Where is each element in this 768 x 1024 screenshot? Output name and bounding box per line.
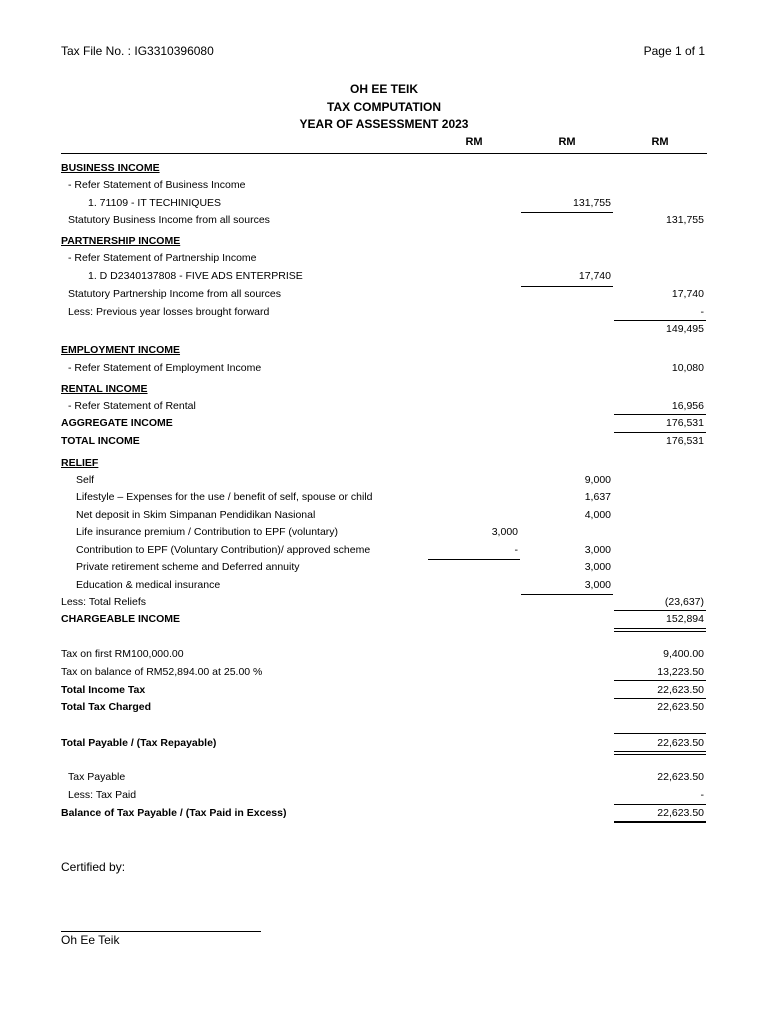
signatory-name: Oh Ee Teik bbox=[61, 933, 120, 947]
partnership-losses-value: - bbox=[700, 306, 704, 318]
document-title: TAX COMPUTATION bbox=[327, 100, 441, 114]
balance-rule bbox=[614, 821, 706, 823]
partnership-subtotal: 149,495 bbox=[666, 323, 704, 335]
rental-value: 16,956 bbox=[671, 400, 704, 412]
total-tax-charged-value: 22,623.50 bbox=[657, 701, 704, 713]
partnership-refer: - Refer Statement of Partnership Income bbox=[68, 252, 257, 264]
column-header-2: RM bbox=[558, 136, 576, 148]
partnership-statutory-value: 17,740 bbox=[671, 288, 704, 300]
tax-paid-rule bbox=[614, 804, 706, 805]
relief-medical-value: 3,000 bbox=[584, 579, 611, 591]
payable-double-rule-1 bbox=[614, 751, 706, 752]
column-header-3: RM bbox=[651, 136, 669, 148]
relief-sspn-value: 4,000 bbox=[584, 509, 611, 521]
chargeable-income-label: CHARGEABLE INCOME bbox=[61, 613, 181, 625]
tax-payable-value: 22,623.50 bbox=[657, 771, 704, 783]
partnership-losses: Less: Previous year losses brought forward bbox=[68, 306, 270, 318]
payable-double-rule-2 bbox=[614, 754, 706, 755]
column-header-1: RM bbox=[465, 136, 483, 148]
assessment-year: YEAR OF ASSESSMENT 2023 bbox=[299, 117, 469, 131]
employment-refer: - Refer Statement of Employment Income bbox=[68, 362, 262, 374]
total-payable-label: Total Payable / (Tax Repayable) bbox=[61, 737, 217, 749]
relief-self-label: Self bbox=[76, 474, 95, 486]
tax-balance-label: Tax on balance of RM52,894.00 at 25.00 % bbox=[61, 666, 263, 678]
total-tax-charged-label: Total Tax Charged bbox=[61, 701, 152, 713]
partnership-item: 1. D D2340137808 - FIVE ADS ENTERPRISE bbox=[88, 270, 303, 282]
tax-balance-value: 13,223.50 bbox=[657, 666, 704, 678]
relief-epf-value: - bbox=[514, 544, 518, 556]
signature-line bbox=[61, 931, 261, 932]
tax-paid-value: - bbox=[700, 789, 704, 801]
total-reliefs-label: Less: Total Reliefs bbox=[61, 596, 147, 608]
business-item: 1. 71109 - IT TECHINIQUES bbox=[88, 197, 222, 209]
rental-income-heading: RENTAL INCOME bbox=[61, 383, 148, 395]
employment-income-heading: EMPLOYMENT INCOME bbox=[61, 344, 181, 356]
tax-first-value: 9,400.00 bbox=[663, 648, 704, 660]
relief-sspn-label: Net deposit in Skim Simpanan Pendidikan Nasional bbox=[76, 509, 316, 521]
total-reliefs-value: (23,637) bbox=[664, 596, 704, 608]
business-item-rule bbox=[521, 212, 613, 213]
chargeable-double-rule-1 bbox=[614, 628, 706, 629]
business-refer: - Refer Statement of Business Income bbox=[68, 179, 246, 191]
rental-refer: - Refer Statement of Rental bbox=[68, 400, 196, 412]
relief-prs-label: Private retirement scheme and Deferred annuity bbox=[76, 561, 300, 573]
business-statutory: Statutory Business Income from all sources bbox=[68, 214, 270, 226]
payable-top-rule bbox=[614, 733, 706, 734]
chargeable-income-value: 152,894 bbox=[666, 613, 704, 625]
aggregate-income-label: AGGREGATE INCOME bbox=[61, 417, 173, 429]
relief-epf-label: Contribution to EPF (Voluntary Contribution)/ approved scheme bbox=[76, 544, 371, 556]
total-payable-value: 22,623.50 bbox=[657, 737, 704, 749]
partnership-subtotal-rule bbox=[614, 320, 706, 321]
relief-epf-rule bbox=[428, 559, 520, 560]
tax-payable-label: Tax Payable bbox=[68, 771, 126, 783]
partnership-item-rule bbox=[521, 286, 613, 287]
employment-value: 10,080 bbox=[671, 362, 704, 374]
relief-items-rule bbox=[521, 594, 613, 595]
total-income-tax-label: Total Income Tax bbox=[61, 684, 146, 696]
total-income-tax-value: 22,623.50 bbox=[657, 684, 704, 696]
income-tax-rule bbox=[614, 698, 706, 699]
total-income-label: TOTAL INCOME bbox=[61, 435, 140, 447]
reliefs-rule bbox=[614, 610, 706, 611]
header-divider bbox=[61, 153, 707, 154]
rental-rule bbox=[614, 414, 706, 415]
chargeable-double-rule-2 bbox=[614, 631, 706, 632]
business-item-value: 131,755 bbox=[573, 197, 611, 209]
relief-epf-total: 3,000 bbox=[584, 544, 611, 556]
relief-life-value: 3,000 bbox=[491, 526, 518, 538]
balance-tax-payable-value: 22,623.50 bbox=[657, 807, 704, 819]
relief-medical-label: Education & medical insurance bbox=[76, 579, 221, 591]
relief-heading: RELIEF bbox=[61, 457, 99, 469]
balance-tax-payable-label: Balance of Tax Payable / (Tax Paid in Excess) bbox=[61, 807, 287, 819]
taxpayer-name: OH EE TEIK bbox=[349, 82, 418, 96]
certified-by-label: Certified by: bbox=[61, 860, 126, 874]
relief-lifestyle-label: Lifestyle – Expenses for the use / benefit of self, spouse or child bbox=[76, 491, 373, 503]
page-number: Page 1 of 1 bbox=[643, 44, 705, 58]
partnership-item-value: 17,740 bbox=[578, 270, 611, 282]
tax-paid-label: Less: Tax Paid bbox=[68, 789, 137, 801]
tax-file-number: Tax File No. : IG3310396080 bbox=[61, 44, 214, 58]
aggregate-income-value: 176,531 bbox=[666, 417, 704, 429]
relief-prs-value: 3,000 bbox=[584, 561, 611, 573]
business-income-heading: BUSINESS INCOME bbox=[61, 162, 160, 174]
tax-balance-rule bbox=[614, 680, 706, 681]
tax-first-label: Tax on first RM100,000.00 bbox=[61, 648, 184, 660]
aggregate-rule bbox=[614, 432, 706, 433]
total-income-value: 176,531 bbox=[666, 435, 704, 447]
business-statutory-value: 131,755 bbox=[666, 214, 704, 226]
relief-life-label: Life insurance premium / Contribution to EPF (voluntary) bbox=[76, 526, 339, 538]
partnership-income-heading: PARTNERSHIP INCOME bbox=[61, 235, 181, 247]
relief-self-value: 9,000 bbox=[584, 474, 611, 486]
partnership-statutory: Statutory Partnership Income from all sources bbox=[68, 288, 282, 300]
relief-lifestyle-value: 1,637 bbox=[584, 491, 611, 503]
